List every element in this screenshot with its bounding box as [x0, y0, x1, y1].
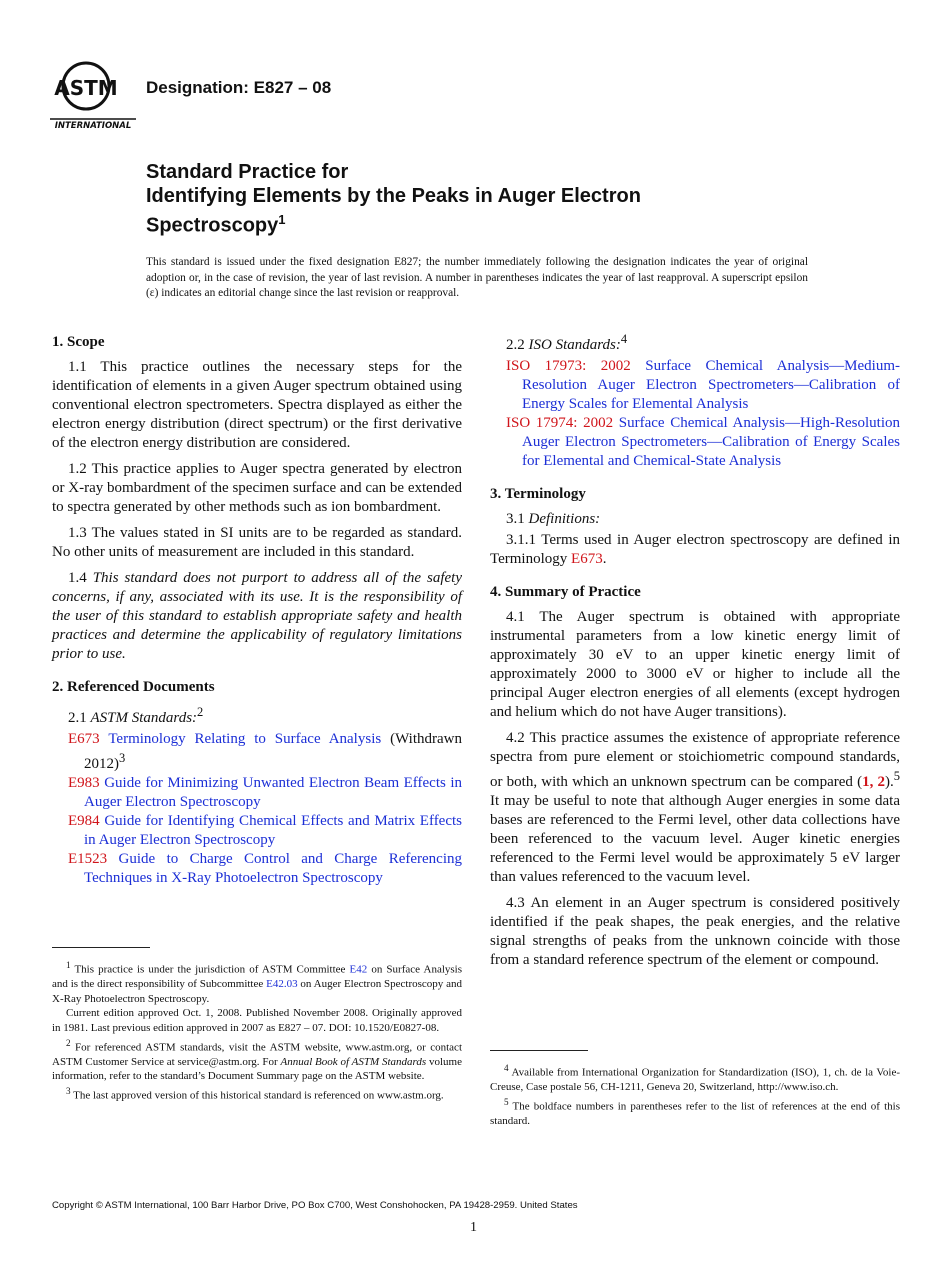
e673-link[interactable]: E673	[571, 551, 603, 567]
ref-title-link[interactable]: Guide to Charge Control and Charge Referencing Techniques in X-Ray Photoelectron Spectroscopy	[84, 851, 462, 886]
footnote-1-text-c: on Auger Electron Spectroscopy and X-Ray Photoelectron Spectroscopy.	[52, 978, 463, 1005]
ref-extra: (Withdrawn 2012)	[84, 731, 462, 772]
summary-para-1: 4.1 The Auger spectrum is obtained with appropriate instrumental parameters from a low kinetic energy limit of approximately 30 eV to an upper kinetic energy limit of approximately 2000 to 3000 eV or higher to include all the principal Auger electron energies of all elements (except hydrogen and helium which do not have Auger transitions).	[490, 609, 900, 720]
astm-standards-num: 2.1	[68, 710, 87, 726]
ref-sup: 3	[119, 751, 126, 765]
footnote-5-marker: 5	[504, 1096, 509, 1107]
footnote-4-marker: 4	[504, 1063, 509, 1073]
scope-para-4	[52, 569, 462, 664]
footnote-2-italic: Annual Book of ASTM Standards	[280, 1055, 427, 1068]
summary-para-2-text-b: ).	[885, 774, 894, 790]
scope-para-2: 1.2 This practice applies to Auger spectra generated by electron or X-ray bombardment of the specimen surface and can be extended to spectra generated by other methods such as ion bombardment.	[52, 461, 462, 515]
right-footnotes	[490, 1050, 900, 1129]
left-footnotes	[52, 947, 462, 1103]
footnote-1-edition: Current edition approved Oct. 1, 2008. Published November 2008. Originally approved in 1981. Last previous edition approved in 2007 as E827 – 07. DOI: 10.1520/E0827-08.	[52, 1007, 462, 1035]
scope-heading: 1. Scope	[52, 334, 105, 350]
ref-title-link[interactable]: Guide for Identifying Chemical Effects and Matrix Effects in Auger Electron Spectroscopy	[84, 813, 463, 848]
footnotes-right	[490, 1061, 900, 1129]
reference-links[interactable]: 1, 2	[862, 774, 885, 790]
terminology-heading: 3. Terminology	[490, 486, 586, 502]
summary-para-2-text-c: It may be useful to note that although Auger energies in some data bases are referenced to the Fermi level, other data collections have been referenced to the vacuum level. Auger kinetic energies referenced to the Fermi level would be approximately 5 eV larger than values referenced to the vacuum level.	[490, 793, 900, 885]
footnote-3-marker: 3	[66, 1086, 71, 1097]
definitions-label-text: Definitions:	[528, 511, 601, 527]
iso-standards-label	[490, 330, 900, 355]
ref-code-link[interactable]: E673	[68, 731, 100, 747]
astm-standards-sup: 2	[197, 705, 204, 719]
iso-standards-label-text: ISO Standards:	[528, 337, 621, 353]
astm-logo	[50, 58, 136, 132]
ref-code-link[interactable]: E1523	[68, 851, 108, 867]
iso-standards-sup: 4	[620, 332, 628, 346]
definitions-num: 3.1	[506, 511, 525, 527]
ref-title-link[interactable]: Terminology Relating to Surface Analysis	[108, 731, 382, 747]
copyright: Copyright © ASTM International, 100 Barr Harbor Drive, PO Box C700, West Conshohocken, PA 19428-2959. United States	[52, 1200, 578, 1211]
ref-code-link[interactable]: ISO 17974: 2002	[506, 415, 614, 431]
committee-link[interactable]: E42	[349, 963, 368, 976]
footnote-divider	[490, 1050, 588, 1051]
summary-para-2-text-a: 4.2 This practice assumes the existence of appropriate reference spectra from pure element or stoichiometric compound standards, or both, with which an unknown spectrum can be compared (	[490, 730, 900, 790]
title-line-2: Identifying Elements by the Peaks in Auger Electron	[146, 185, 641, 207]
title-line-3-text: Spectroscopy	[146, 214, 279, 237]
astm-standards-label-text: ASTM Standards:	[90, 710, 198, 726]
ref-iso-17973	[490, 357, 900, 414]
logo-text-top: ASTM	[54, 76, 118, 100]
ref-code-link[interactable]: E984	[68, 813, 100, 829]
ref-code-link[interactable]: ISO 17973: 2002	[506, 358, 631, 374]
footnote-5-text: The boldface numbers in parentheses refer to the list of references at the end of this standard.	[490, 1100, 900, 1128]
footnote-2-text-b: volume information, refer to the standard’s Document Summary page on the ASTM website.	[52, 1055, 462, 1083]
definitions-label	[490, 510, 900, 529]
title-line-1: Standard Practice for	[146, 161, 349, 183]
astm-standards-label	[52, 703, 462, 728]
title-footnote-marker: 1	[278, 212, 286, 227]
ref-iso-17974	[490, 414, 900, 471]
footnote-1-text-a: This practice is under the jurisdiction of ASTM Committee	[70, 963, 350, 976]
ref-e983	[52, 774, 462, 812]
designation: Designation: E827 – 08	[146, 78, 332, 97]
footnote-3	[52, 1084, 462, 1103]
scope-para-4-text: This standard does not purport to address all of the safety concerns, if any, associated with its use. It is the responsibility of the user of this standard to establish appropriate safety and health practices and determine the applicability of regulatory limitations prior to use.	[52, 570, 463, 662]
footnote-4-text: Available from International Organization for Standardization (ISO), 1, ch. de la Voie-Creuse, Case postale 56, CH-1211, Geneva 20, Switzerland, http://www.iso.ch.	[490, 1066, 900, 1094]
footnote-3-text: The last approved version of this historical standard is referenced on www.astm.org.	[70, 1089, 444, 1102]
ref-title-link[interactable]: Guide for Minimizing Unwanted Electron Beam Effects in Auger Electron Spectroscopy	[84, 775, 463, 810]
issue-statement: This standard is issued under the fixed designation E827; the number immediately following the designation indicates the year of original adoption or, in the case of revision, the year of last revision. A number in parentheses indicates the year of last reapproval. A superscript epsilon (ε) indicates an editorial change since the last revision or reapproval.	[146, 256, 808, 299]
footnote-divider	[52, 947, 150, 948]
terminology-para-1	[490, 531, 900, 569]
terminology-para-1-text: 3.1.1 Terms used in Auger electron spectroscopy are defined in Terminology	[490, 532, 900, 567]
page-number: 1	[470, 1220, 477, 1235]
ref-e673	[52, 730, 462, 774]
summary-para-2	[490, 729, 900, 887]
scope-para-4-num: 1.4	[68, 570, 87, 586]
ref-e1523	[52, 850, 462, 888]
footnotes-left	[52, 958, 462, 1103]
footnote-2-marker: 2	[66, 1037, 71, 1048]
page-title	[146, 160, 826, 238]
terminology-para-1-end: .	[602, 551, 607, 567]
summary-heading: 4. Summary of Practice	[490, 584, 641, 600]
footnote-2-text-a: For referenced ASTM standards, visit the ASTM website, www.astm.org, or contact ASTM Customer Service at service@astm.org. For	[52, 1041, 462, 1068]
footnote-1-marker: 1	[66, 960, 71, 970]
logo-text-bottom: INTERNATIONAL	[54, 121, 132, 131]
astm-logo-graphic	[50, 58, 136, 132]
summary-para-3: 4.3 An element in an Auger spectrum is considered positively identified if the peak shapes, the peak energies, and the relative signal strengths of peaks from the unknown coincide with those from a standard reference spectrum of the element or compound.	[490, 895, 900, 968]
ref-title-link[interactable]: Surface Chemical Analysis—High-Resolution Auger Electron Spectrometers—Calibration of Energy Scales for Elemental and Chemical-State Analysis	[522, 415, 900, 469]
ref-title-link[interactable]: Surface Chemical Analysis—Medium-Resolution Auger Electron Spectrometers—Calibration of Energy Scales for Elemental Analysis	[522, 358, 900, 412]
footnote-1	[52, 958, 462, 1006]
left-column	[52, 333, 462, 888]
footnote-5	[490, 1095, 900, 1129]
refdocs-heading: 2. Referenced Documents	[52, 679, 215, 695]
ref-code-link[interactable]: E983	[68, 775, 100, 791]
footnote-1-text-b: on Surface Analysis and is the direct responsibility of Subcommittee	[52, 963, 463, 991]
summary-para-2-sup: 5	[893, 769, 900, 783]
subcommittee-link[interactable]: E42.03	[266, 978, 298, 991]
footnote-4	[490, 1061, 900, 1095]
scope-para-1: 1.1 This practice outlines the necessary steps for the identification of elements in a given Auger spectrum obtained using conventional electron spectrometers. Spectra displayed as either the electron energy distribution (direct spectrum) or the first derivative of the electron energy distribution are considered.	[52, 359, 462, 451]
iso-standards-num: 2.2	[506, 337, 525, 353]
ref-e984	[52, 812, 462, 850]
right-column	[490, 330, 900, 977]
scope-para-3: 1.3 The values stated in SI units are to be regarded as standard. No other units of measurement are included in this standard.	[52, 525, 462, 560]
title-line-3	[146, 208, 826, 238]
footnote-2	[52, 1036, 462, 1084]
